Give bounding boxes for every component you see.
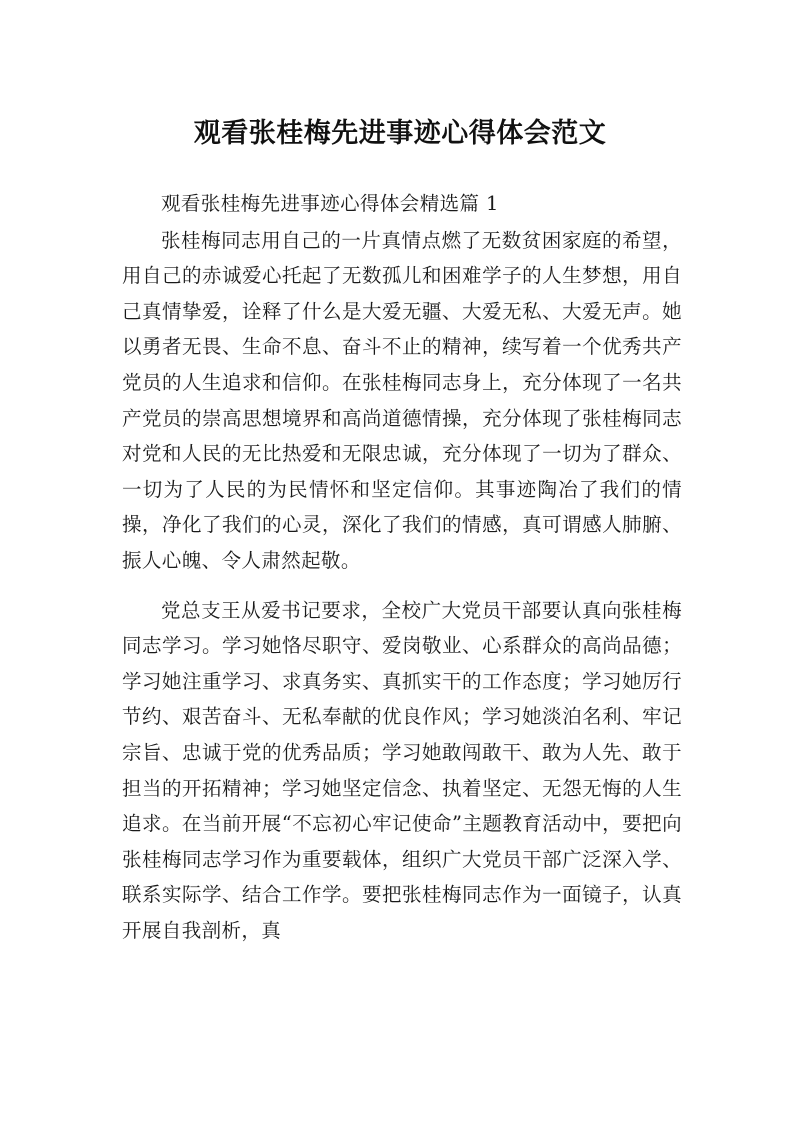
- body-paragraph: 张桂梅同志用自己的一片真情点燃了无数贫困家庭的希望，用自己的赤诚爱心托起了无数孤儿和困难学子的人生梦想，用自己真情挚爱，诠释了什么是大爱无疆、大爱无私、大爱无声。她以勇者无畏、生命不息、奋斗不止的精神，续写着一个优秀共产党员的人生追求和信仰。在张桂梅同志身上，充分体现了一名共产党员的崇高思想境界和高尚道德情操，充分体现了张桂梅同志对党和人民的无比热爱和无限忠诚，充分体现了一切为了群众、一切为了人民的为民情怀和坚定信仰。其事迹陶冶了我们的情操，净化了我们的心灵，深化了我们的情感，真可谓感人肺腑、振人心魄、令人肃然起敬。: [122, 228, 682, 572]
- body-paragraph: 党总支王从爱书记要求，全校广大党员干部要认真向张桂梅同志学习。学习她恪尽职守、爱岗敬业、心系群众的高尚品德；学习她注重学习、求真务实、真抓实干的工作态度；学习她厉行节约、艰苦奋斗、无私奉献的优良作风；学习她淡泊名利、牢记宗旨、忠诚于党的优秀品质；学习她敢闯敢干、敢为人先、敢于担当的开拓精神；学习她坚定信念、执着坚定、无怨无悔的人生追求。在当前开展“不忘初心牢记使命”主题教育活动中，要把向张桂梅同志学习作为重要载体，组织广大党员干部广泛深入学、联系实际学、结合工作学。要把张桂梅同志作为一面镜子，认真开展自我剖析，真: [122, 598, 682, 942]
- section-heading: 观看张桂梅先进事迹心得体会精选篇 1: [161, 192, 499, 215]
- document-title: 观看张桂梅先进事迹心得体会范文: [193, 118, 607, 150]
- document-body: [122, 186, 682, 948]
